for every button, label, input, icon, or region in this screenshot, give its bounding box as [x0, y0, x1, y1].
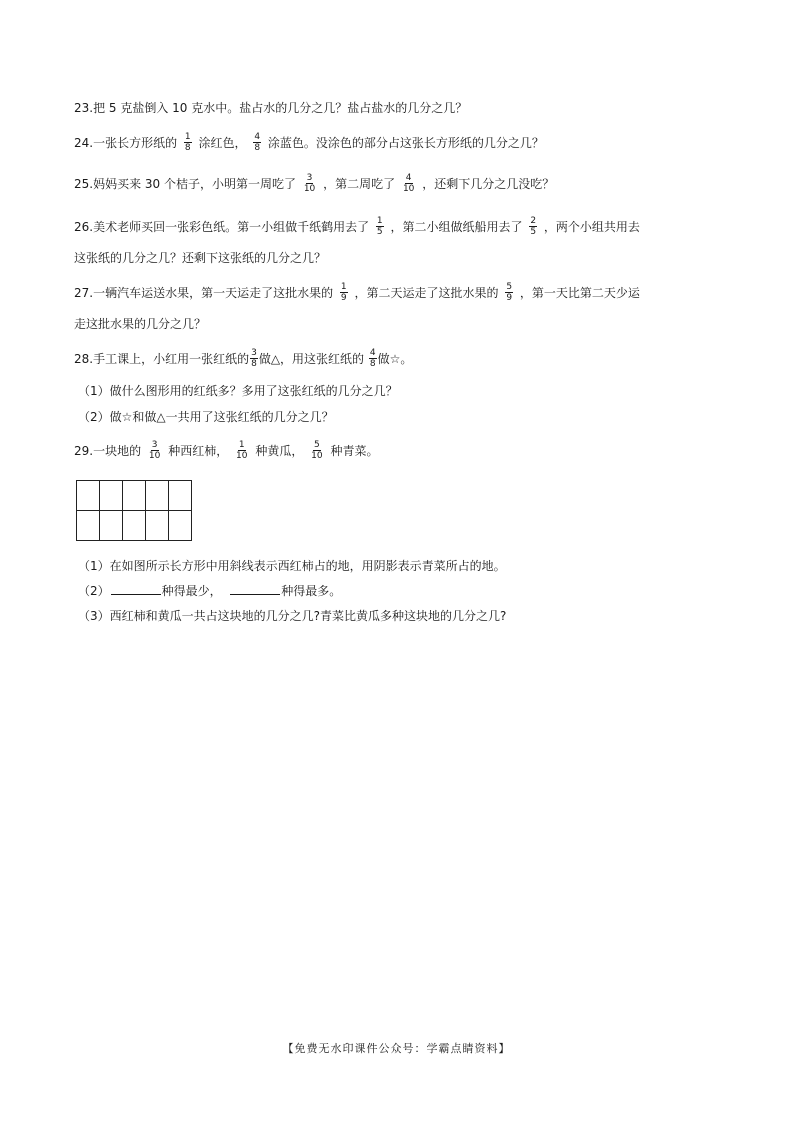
grid-cell: [146, 511, 169, 541]
question-29-sub-2: [78, 582, 341, 599]
numerator: 3: [151, 440, 158, 450]
denominator: 10: [236, 451, 248, 461]
question-29-text-c: 种黄瓜，: [255, 444, 304, 458]
question-28-text-b: 做△，用这张红纸的: [258, 352, 365, 366]
numerator: 1: [340, 282, 347, 292]
denominator: 9: [340, 293, 347, 303]
footer-notice: 【免费无水印课件公众号：学霸点睛资料】: [282, 1042, 511, 1055]
denominator: 10: [148, 451, 161, 461]
grid-cell: [100, 481, 123, 511]
denominator: 8: [254, 143, 261, 153]
question-29-sub-1-text: （1）在如图所示长方形中用斜线表示西红柿占的地，用阴影表示青菜所占的地。: [78, 559, 506, 573]
numerator: 4: [369, 348, 376, 358]
denominator: 8: [184, 143, 191, 153]
question-23: [74, 100, 467, 116]
question-26-line-2: [74, 250, 326, 266]
question-28-sub-2-text: （2）做☆和做△一共用了这张红纸的几分之几？: [78, 410, 334, 424]
question-26-text-line2: 这张纸的几分之几？还剩下这张纸的几分之几？: [74, 251, 327, 265]
fraction: [253, 132, 261, 153]
fraction: [340, 282, 348, 303]
question-25-text-b: ，第二周吃了: [323, 177, 396, 191]
question-24-text-c: 涂蓝色。没涂色的部分占这张长方形纸的几分之几？: [267, 136, 544, 150]
denominator: 10: [402, 184, 415, 194]
numerator: 3: [306, 173, 313, 183]
question-28-text-a: 28.手工课上，小红用一张红纸的: [74, 352, 250, 366]
question-26-text-a: 26.美术老师买回一张彩色纸。第一小组做千纸鹤用去了: [74, 220, 370, 234]
question-26-text-b: ，第二小组做纸船用去了: [390, 220, 523, 234]
question-29-sub-1: [78, 558, 506, 574]
question-29: [74, 441, 378, 462]
numerator: 1: [184, 132, 191, 142]
question-27-text-a: 27.一辆汽车运送水果，第一天运走了这批水果的: [74, 286, 334, 300]
question-29-sub-2-prefix: （2）: [78, 584, 110, 598]
grid-cell: [123, 511, 146, 541]
denominator: 10: [311, 451, 323, 461]
question-29-text-a: 29.一块地的: [74, 444, 142, 458]
denominator: 5: [530, 227, 537, 237]
grid-cell: [100, 511, 123, 541]
question-29-text-d: 种青菜。: [330, 444, 379, 458]
question-27-text-line2: 走这批水果的几分之几？: [74, 317, 207, 331]
question-27: [74, 283, 640, 304]
numerator: 5: [314, 440, 320, 450]
grid-cell: [169, 511, 192, 541]
fraction: [235, 440, 248, 461]
question-28-sub-1-text: （1）做什么图形用的红纸多？多用了这张红纸的几分之几？: [78, 384, 398, 398]
fraction: [402, 173, 415, 194]
question-29-sub-3-text: （3）西红柿和黄瓜一共占这块地的几分之几?青菜比黄瓜多种这块地的几分之几?: [78, 609, 507, 623]
land-grid-rectangle: [76, 480, 192, 541]
question-24-text-b: 涂红色，: [198, 136, 247, 150]
question-23-text: 23.把 5 克盐倒入 10 克水中。盐占水的几分之几？盐占盐水的几分之几？: [74, 101, 468, 115]
grid-cell: [123, 481, 146, 511]
question-25-text-c: ，还剩下几分之几没吃？: [422, 177, 555, 191]
numerator: 3: [251, 348, 257, 358]
fraction: [376, 216, 384, 237]
grid-cell: [77, 481, 100, 511]
question-25-text-a: 25.妈妈买来 30 个桔子，小明第一周吃了: [74, 177, 296, 191]
question-24: [74, 133, 544, 154]
question-28: [74, 349, 412, 370]
fraction: [529, 216, 537, 237]
question-27-text-b: ，第二天运走了这批水果的: [354, 286, 499, 300]
numerator: 4: [254, 132, 261, 142]
answer-blank[interactable]: [111, 582, 161, 595]
fraction: [505, 282, 513, 303]
fraction: [148, 440, 161, 461]
fraction: [250, 348, 258, 369]
grid-cell: [77, 511, 100, 541]
grid-cell: [169, 481, 192, 511]
question-29-sub-3: [78, 608, 506, 624]
question-29-text-b: 种西红柿，: [168, 444, 229, 458]
numerator: 4: [405, 173, 412, 183]
denominator: 8: [251, 359, 257, 369]
question-28-sub-1: [78, 383, 398, 399]
question-29-sub-2-text-c: 种得最多。: [281, 584, 342, 598]
question-24-text-a: 24.一张长方形纸的: [74, 136, 178, 150]
fraction: [310, 440, 323, 461]
denominator: 8: [369, 359, 376, 369]
fraction: [303, 173, 316, 194]
fraction: [369, 348, 377, 369]
numerator: 1: [376, 216, 383, 226]
denominator: 10: [303, 184, 316, 194]
question-26-text-c: ，两个小组共用去: [543, 220, 640, 234]
denominator: 9: [506, 293, 513, 303]
numerator: 5: [506, 282, 513, 292]
question-27-text-c: ，第一天比第二天少运: [519, 286, 640, 300]
question-26: [74, 217, 640, 238]
denominator: 5: [376, 227, 383, 237]
question-28-sub-2: [78, 409, 334, 425]
question-29-sub-2-text-b: 种得最少，: [161, 584, 222, 598]
question-27-line-2: [74, 316, 206, 332]
question-25: [74, 174, 554, 195]
answer-blank[interactable]: [230, 582, 280, 595]
fraction: [184, 132, 192, 153]
question-28-text-c: 做☆。: [377, 352, 413, 366]
grid-cell: [146, 481, 169, 511]
numerator: 1: [238, 440, 245, 450]
numerator: 2: [530, 216, 537, 226]
